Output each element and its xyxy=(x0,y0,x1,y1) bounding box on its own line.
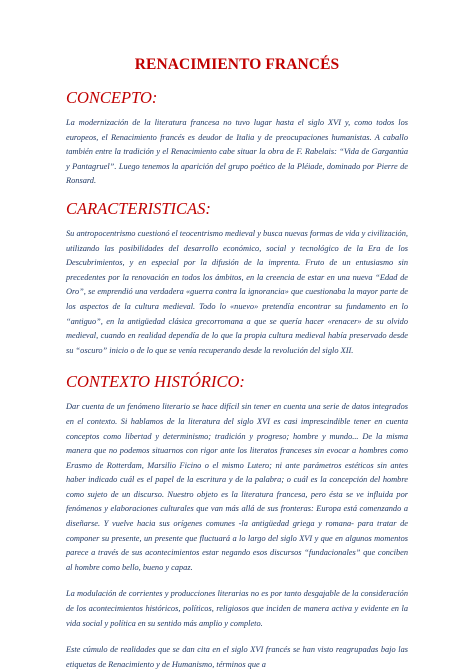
document-title: RENACIMIENTO FRANCÉS xyxy=(134,56,340,73)
paragraph-concepto: La modernización de la literatura francesa no tuvo lugar hasta el siglo XVI y, como todos los europeos, el Renacimiento francés es deudor de Italia y de preocupaciones humanistas. A caballo también entre la tradición y el Renacimiento cabe situar la obra de F. Rabelais: “Vida de Gargantúa y Pantagruel”. Luego tenemos la aparición del grupo poético de la Pléiade, dominado por Pierre de Ronsard. xyxy=(66,118,408,186)
paragraph-contexto-3: Este cúmulo de realidades que se dan cita en el siglo XVI francés se han visto reagrupadas bajo las etiquetas de Renacimiento y de Humanismo, términos que a xyxy=(66,645,408,669)
paragraph-contexto-1: Dar cuenta de un fenómeno literario se hace difícil sin tener en cuenta una serie de datos integrados en el contexto. Si hablamos de la literatura del siglo XVI es casi imprescindible tener en cuenta conceptos como libertad y determinismo; tradición y progreso; hombre y mundo... De la misma manera que no podemos situarnos con rigor ante los literatos franceses sin evocar a hombres como Erasmo de Rotterdam, Marsilio Ficino o el mismo Lutero; ni ante parámetros estéticos sin antes haber indicado cuál es el papel de la escritura y de la palabra; o cuál es la concepción del hombre como sujeto de un discurso. Nuestro objeto es la literatura francesa, pero ésta se ve influida por fenómenos y elaboraciones culturales que van más allá de sus fronteras: Europa está comenzando a diseñarse. Y vuelve hacia sus orígenes comunes -la antigüedad griega y romana- para tratar de componer su presente, un presente que fluctuará a lo largo del siglo XVI y que en algunos momentos parece a través de sus acontecimientos estar negando esos discursos “fundacionales” que conciben al hombre como bello, bueno y capaz. xyxy=(66,402,408,572)
paragraph-caracteristicas: Su antropocentrismo cuestionó el teocentrismo medieval y busca nuevas formas de vida y civilización, utilizando las posibilidades del desarrollo económico, social y tecnológico de la Era de los Descubrimientos, y en especial por la difusión de la imprenta. Fruto de un entusiasmo sin precedentes por la renovación en todos los ámbitos, en la creencia de estar en una nueva “Edad de Oro”, se emprendió una verdadera «guerra contra la ignorancia» que cuestionaba la mayor parte de los aspectos de la cultura medieval. Todo lo «nuevo» pretendía encontrar su fundamento en lo “antiguo”, en la antigüedad clásica grecorromana a que se quería hacer «renacer» de su olvido medieval, cuando en realidad dependía de lo que la propia cultura medieval había preservado desde su “oscuro” inicio o de lo que se venía recuperando desde la revolución del siglo XII. xyxy=(66,228,408,355)
section-heading-concepto: CONCEPTO: xyxy=(66,88,158,107)
section-heading-caracteristicas: CARACTERISTICAS: xyxy=(66,198,211,218)
paragraph-contexto-2: La modulación de corrientes y producciones literarias no es por tanto desgajable de la consideración de los acontecimientos históricos, políticos, religiosos que inciden de manera activa y evidente en la vida social y política en su sentido más amplio y completo. xyxy=(66,589,408,628)
section-heading-contexto-historico: CONTEXTO HISTÓRICO: xyxy=(66,372,245,392)
